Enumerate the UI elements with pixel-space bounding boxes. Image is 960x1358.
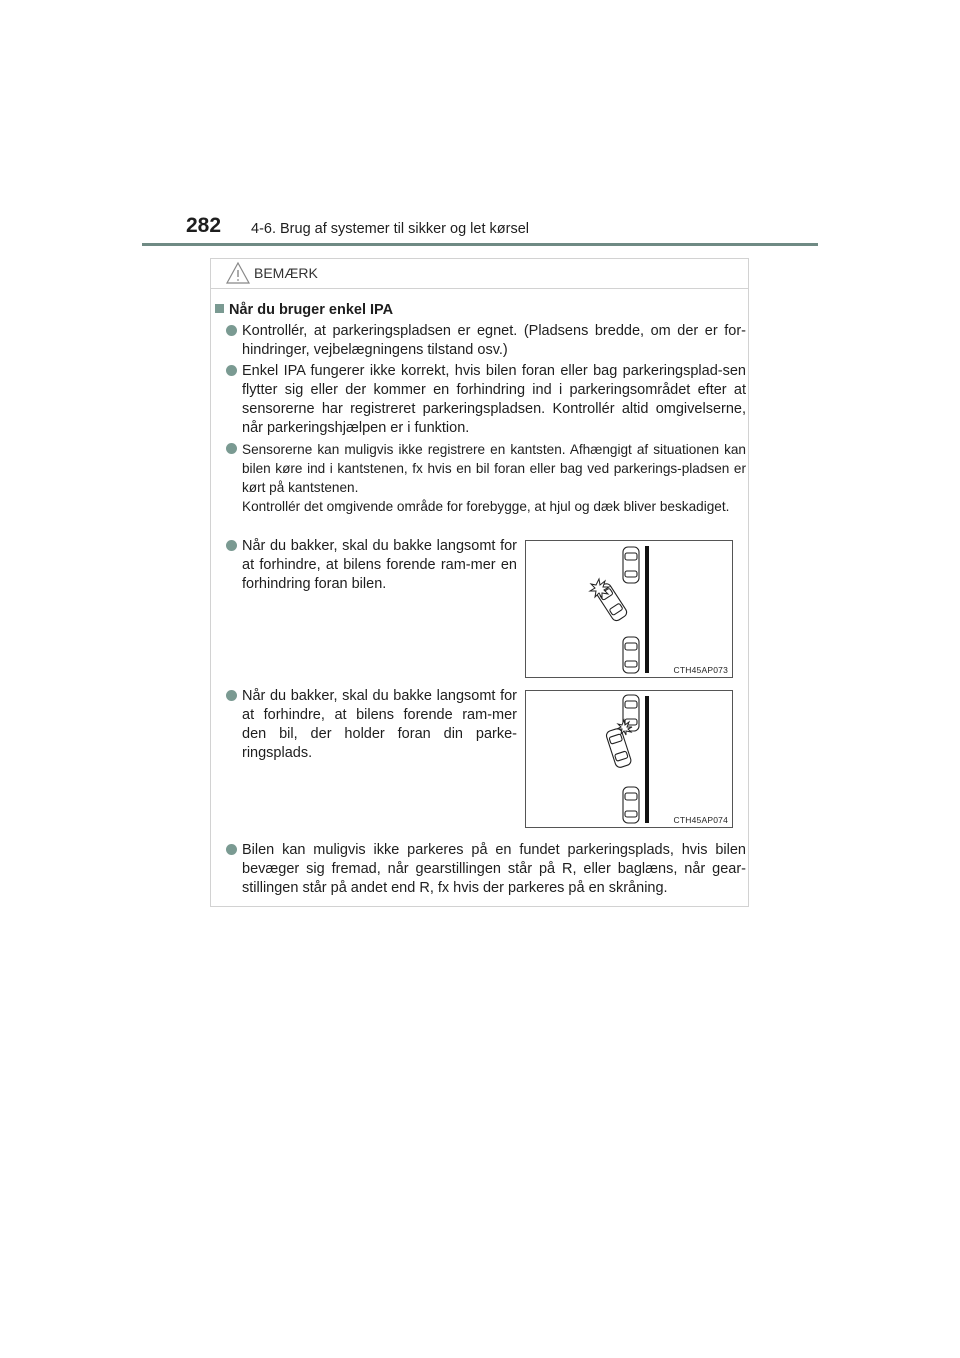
list-item (213, 537, 517, 594)
notice-box (210, 258, 749, 907)
bullet-text: Bilen kan muligvis ikke parkeres på en fundet parkeringsplads, hvis bilen bevæger sig fremad, når gearstillingen står på R, eller baglæns, når gear-stillingen står på andet end R, fx hvis der parkeres på en skråning. (242, 842, 746, 896)
figure-code: CTH45AP074 (673, 815, 728, 825)
parked-car-icon (623, 787, 639, 823)
bullet-text-part: Kontrollér det omgivende område for forebygge, at hjul og dæk bliver beskadiget. (242, 499, 730, 514)
page-number: 282 (186, 214, 222, 237)
bullet-dot-icon (226, 443, 237, 454)
parking-illustration (526, 541, 732, 677)
section-title: 4-6. Brug af systemer til sikker og let kørsel (251, 221, 529, 237)
list-item (213, 322, 746, 360)
bullet-dot-icon (226, 325, 237, 336)
list-item (213, 362, 746, 438)
notice-heading-text: Når du bruger enkel IPA (229, 302, 394, 318)
list-item (213, 687, 517, 763)
bullet-text: Når du bakker, skal du bakke langsomt for at forhindre, at bilens forende ram-mer den bil, der holder foran din parke-ringsplads. (242, 688, 517, 761)
figure-parked-car-collision (525, 690, 733, 828)
notice-heading (215, 302, 393, 318)
bullet-dot-icon (226, 540, 237, 551)
bullet-text (242, 440, 746, 516)
parking-illustration (526, 691, 732, 827)
warning-triangle-icon (225, 261, 251, 285)
notice-header (211, 259, 748, 289)
square-bullet-icon (215, 304, 224, 313)
list-item (213, 841, 746, 898)
bullet-text: Kontrollér, at parkeringspladsen er egnet. (Pladsens bredde, om der er for-hindringer, vejbelægningens tilstand osv.) (242, 323, 746, 358)
bullet-dot-icon (226, 844, 237, 855)
figure-code: CTH45AP073 (673, 665, 728, 675)
notice-label: BEMÆRK (254, 265, 318, 281)
list-item (213, 440, 746, 516)
parked-car-icon (623, 547, 639, 583)
header-rule (142, 243, 818, 246)
parked-car-icon (623, 637, 639, 673)
bullet-text-part: Sensorerne kan muligvis ikke registrere en kantsten. Afhængigt af situationen kan bilen køre ind i kantstenen, fx hvis en bil foran eller bag ved parkerings-pladsen er kørt på kantstenen. (242, 442, 746, 495)
reversing-car-icon (605, 728, 632, 769)
bullet-text: Når du bakker, skal du bakke langsomt for at forhindre, at bilens forende ram-mer en forhindring foran bilen. (242, 538, 517, 592)
bullet-text: Enkel IPA fungerer ikke korrekt, hvis bilen foran eller bag parkeringsplad-sen flytter sig eller der kommer en forhindring ind i parkeringsområdet efter at sensorerne har registreret parkeringspladsen. Kontrollér altid omgivelserne, når parkeringshjælpen er i funktion. (242, 363, 746, 436)
bullet-dot-icon (226, 365, 237, 376)
bullet-dot-icon (226, 690, 237, 701)
figure-curb-front-collision (525, 540, 733, 678)
